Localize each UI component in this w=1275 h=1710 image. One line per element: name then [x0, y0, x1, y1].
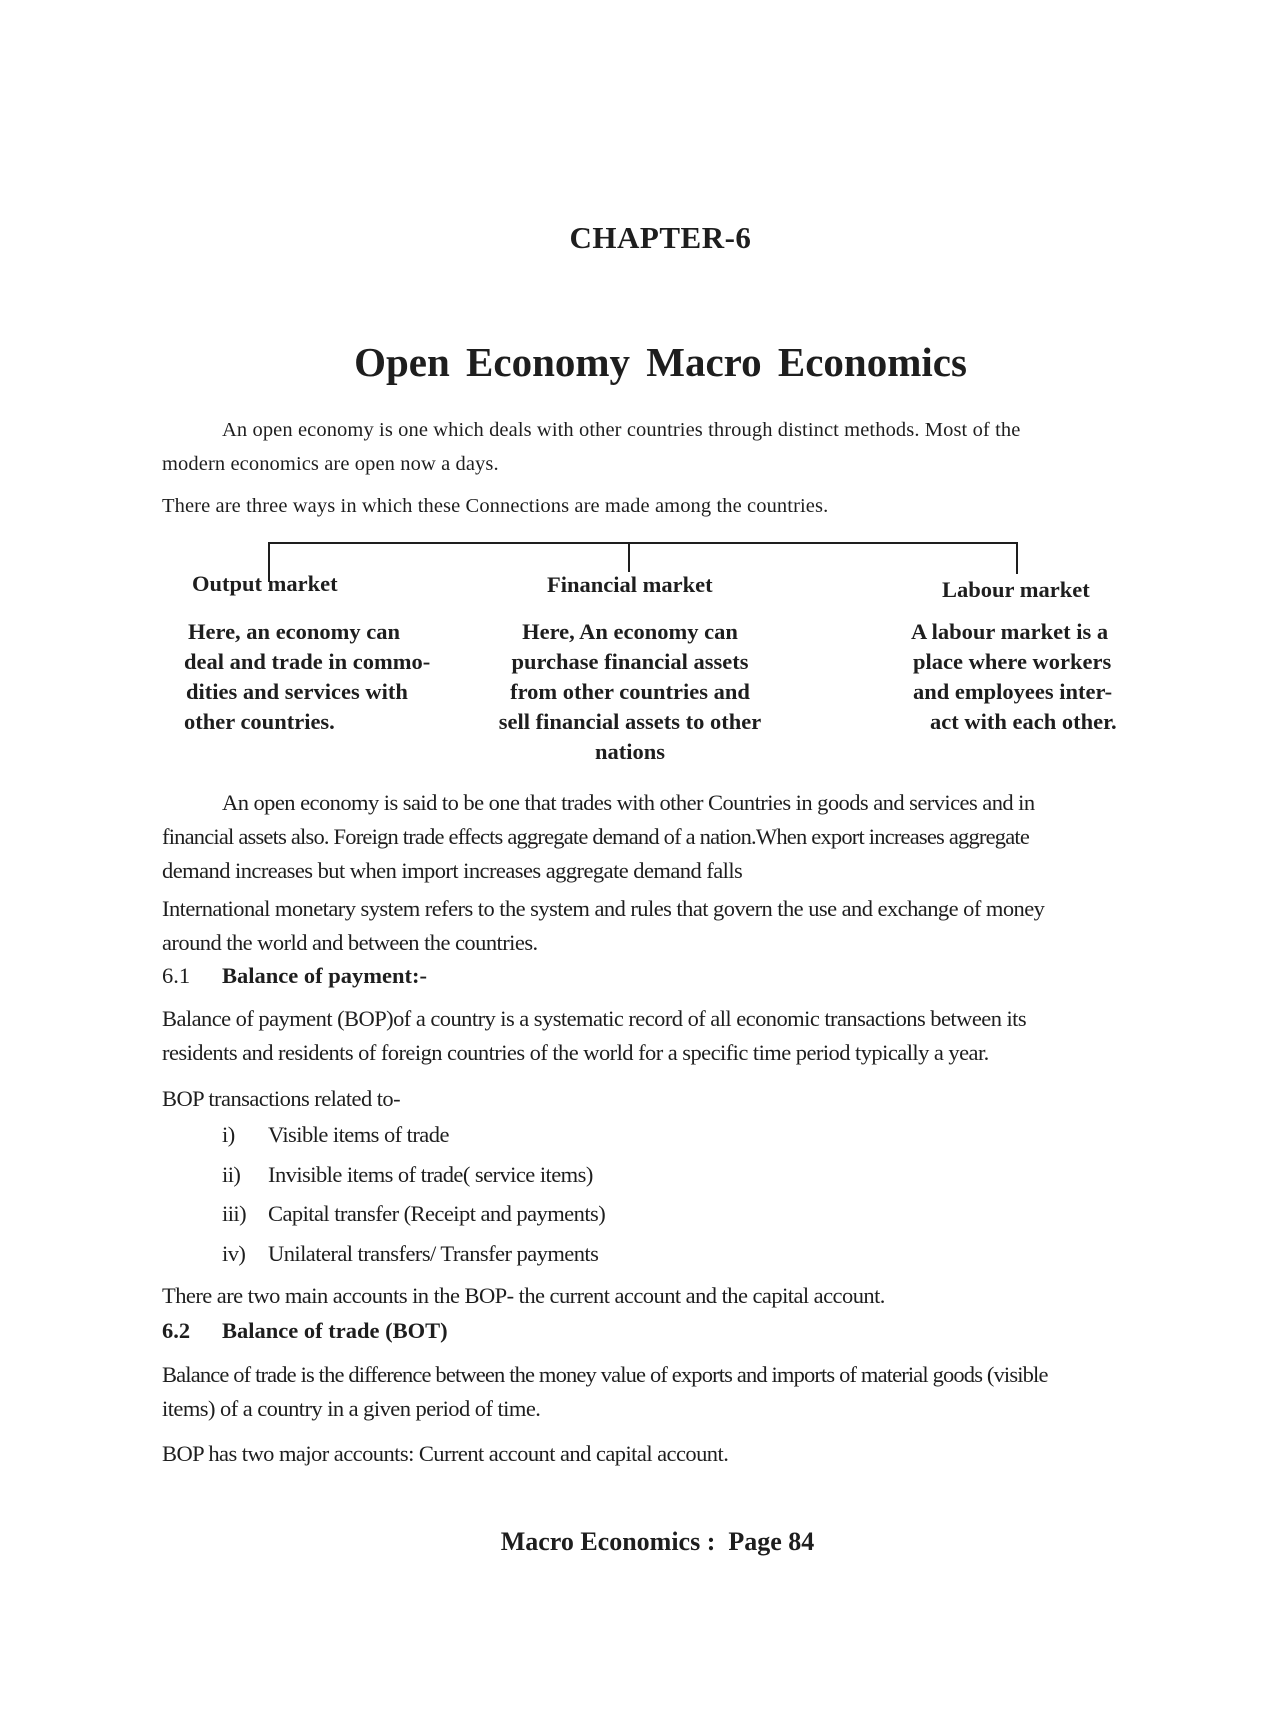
desc-line: other countries. [184, 709, 335, 734]
open-economy-paragraph [162, 786, 1160, 888]
desc-line: place where workers [913, 649, 1112, 674]
tree-branch-labour [1016, 542, 1018, 574]
desc-line: purchase financial assets [511, 649, 749, 674]
list-item [222, 1241, 1122, 1281]
market-title-labour: Labour market [942, 577, 1090, 602]
bot-definition [162, 1358, 1160, 1426]
intro-line-2: modern economics are open now a days. [162, 453, 499, 475]
list-number: iii) [222, 1201, 247, 1226]
desc-line: and employees inter- [913, 679, 1113, 704]
section-heading-6-2 [162, 1318, 448, 1344]
section-number: 6.1 [162, 963, 191, 988]
page-footer: Macro Economics : Page 84 [500, 1527, 815, 1556]
body-line: financial assets also. Foreign trade effects aggregate demand of a nation.When export increases aggregate [162, 824, 1030, 849]
list-item [222, 1162, 1122, 1202]
market-title-financial: Financial market [547, 572, 713, 597]
desc-line: deal and trade in commo- [184, 649, 431, 674]
bop-list-intro: BOP transactions related to- [162, 1086, 401, 1111]
body-line: Balance of payment (BOP)of a country is a systematic record of all economic transactions between its [162, 1006, 1027, 1031]
list-text: Unilateral transfers/ Transfer payments [268, 1240, 599, 1266]
bop-major-accounts: BOP has two major accounts: Current account and capital account. [162, 1441, 729, 1466]
page-title: Open Economy Macro Economics [354, 339, 967, 385]
desc-line: Here, an economy can [188, 619, 401, 644]
section-title: Balance of trade (BOT) [222, 1318, 448, 1343]
market-desc-financial [480, 617, 780, 767]
desc-line: act with each other. [930, 709, 1117, 734]
desc-line: nations [594, 739, 666, 764]
intro-line-1: An open economy is one which deals with other countries through distinct methods. Most of the [222, 419, 1021, 441]
list-text: Capital transfer (Receipt and payments) [268, 1201, 606, 1226]
market-desc-labour [898, 617, 1160, 737]
body-line: An open economy is said to be one that trades with other Countries in goods and services and in [222, 790, 1035, 815]
section-number: 6.2 [162, 1318, 191, 1343]
list-item [222, 1122, 1122, 1162]
body-line: demand increases but when import increases aggregate demand falls [162, 858, 743, 883]
list-number: ii) [222, 1161, 241, 1187]
market-title-output: Output market [192, 571, 338, 596]
market-desc-output [184, 617, 474, 737]
intro-connections: There are three ways in which these Connections are made among the countries. [162, 495, 829, 517]
chapter-label: CHAPTER-6 [569, 220, 752, 255]
body-line: around the world and between the countries. [162, 930, 538, 955]
body-line: Balance of trade is the difference between the money value of exports and imports of material goods (visible [162, 1362, 1048, 1387]
desc-line: from other countries and [510, 679, 750, 704]
list-number: i) [222, 1122, 235, 1147]
tree-branch-financial [628, 542, 630, 572]
desc-line: sell financial assets to other [498, 709, 762, 734]
bop-accounts-note: There are two main accounts in the BOP- the current account and the capital account. [162, 1283, 885, 1308]
body-line: International monetary system refers to the system and rules that govern the use and exchange of money [162, 896, 1045, 921]
bop-transaction-list [222, 1122, 1122, 1280]
section-heading-6-1 [162, 963, 427, 989]
desc-line: A labour market is a [911, 619, 1109, 644]
monetary-system-paragraph [162, 892, 1160, 960]
tree-horizontal-line [268, 542, 1018, 544]
desc-line: dities and services with [186, 679, 408, 704]
body-line: items) of a country in a given period of time. [162, 1396, 541, 1421]
list-text: Visible items of trade [268, 1122, 449, 1147]
intro-paragraph [162, 413, 1160, 481]
body-line: residents and residents of foreign countries of the world for a specific time period typically a year. [162, 1040, 989, 1065]
bop-definition [162, 1002, 1160, 1070]
section-title: Balance of payment:- [222, 963, 427, 988]
desc-line: Here, An economy can [522, 619, 738, 644]
list-item [222, 1201, 1122, 1241]
list-number: iv) [222, 1240, 246, 1266]
list-text: Invisible items of trade( service items) [268, 1161, 593, 1187]
